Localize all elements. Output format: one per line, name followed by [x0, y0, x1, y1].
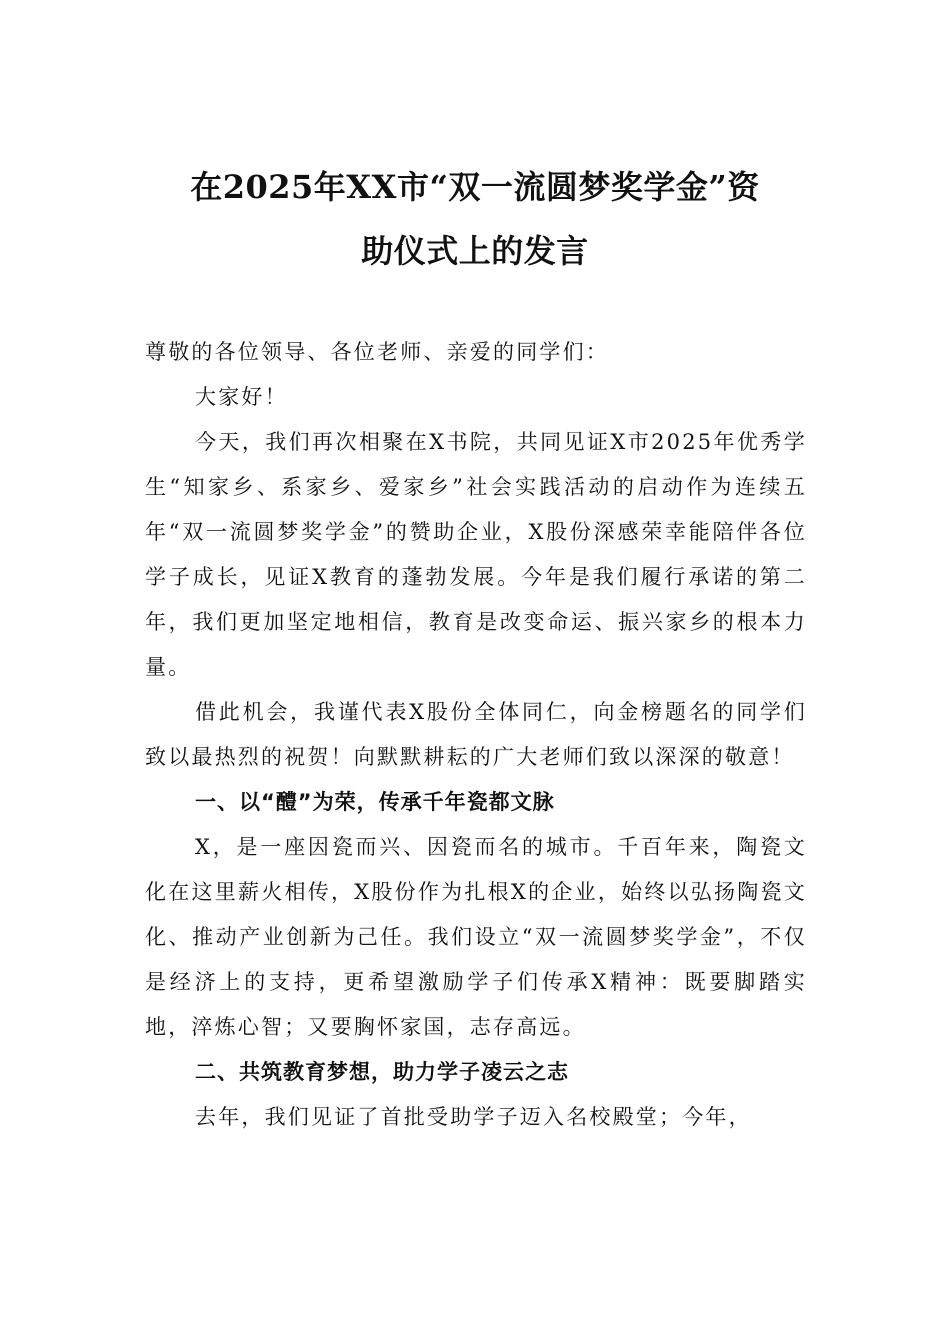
paragraph-3: X，是一座因瓷而兴、因瓷而名的城市。千百年来，陶瓷文化在这里薪火相传，X股份作为扎根X的企业，始终以弘扬陶瓷文化、推动产业创新为己任。我们设立“双一流圆梦奖学金”，不仅是经济上的支持，更希望激励学子们传承X精神：既要脚踏实地，淬炼心智；又要胸怀家国，志存高远。 [145, 835, 807, 1039]
salutation: 尊敬的各位领导、各位老师、亲爱的同学们： [145, 340, 609, 364]
title-line-1: 在2025年XX市“双一流圆梦奖学金”资 [190, 168, 760, 206]
greeting: 大家好！ [195, 385, 288, 409]
section-heading-1: 一、以“醴”为荣，传承千年瓷都文脉 [195, 790, 555, 814]
title-line-2: 助仪式上的发言 [361, 232, 589, 270]
document-title [140, 155, 810, 283]
paragraph-1: 今天，我们再次相聚在X书院，共同见证X市2025年优秀学生“知家乡、系家乡、爱家乡”社会实践活动的启动作为连续五年“双一流圆梦奖学金”的赞助企业，X股份深感荣幸能陪伴各位学子成长，见证X教育的蓬勃发展。今年是我们履行承诺的第二年，我们更加坚定地相信，教育是改变命运、振兴家乡的根本力量。 [145, 430, 807, 679]
section-heading-2: 二、共筑教育梦想，助力学子凌云之志 [195, 1060, 569, 1084]
document-body [145, 330, 807, 1140]
paragraph-4: 去年，我们见证了首批受助学子迈入名校殿堂；今年， [195, 1105, 752, 1129]
paragraph-2: 借此机会，我谨代表X股份全体同仁，向金榜题名的同学们致以最热烈的祝贺！向默默耕耘的广大老师们致以深深的敬意！ [145, 700, 807, 769]
